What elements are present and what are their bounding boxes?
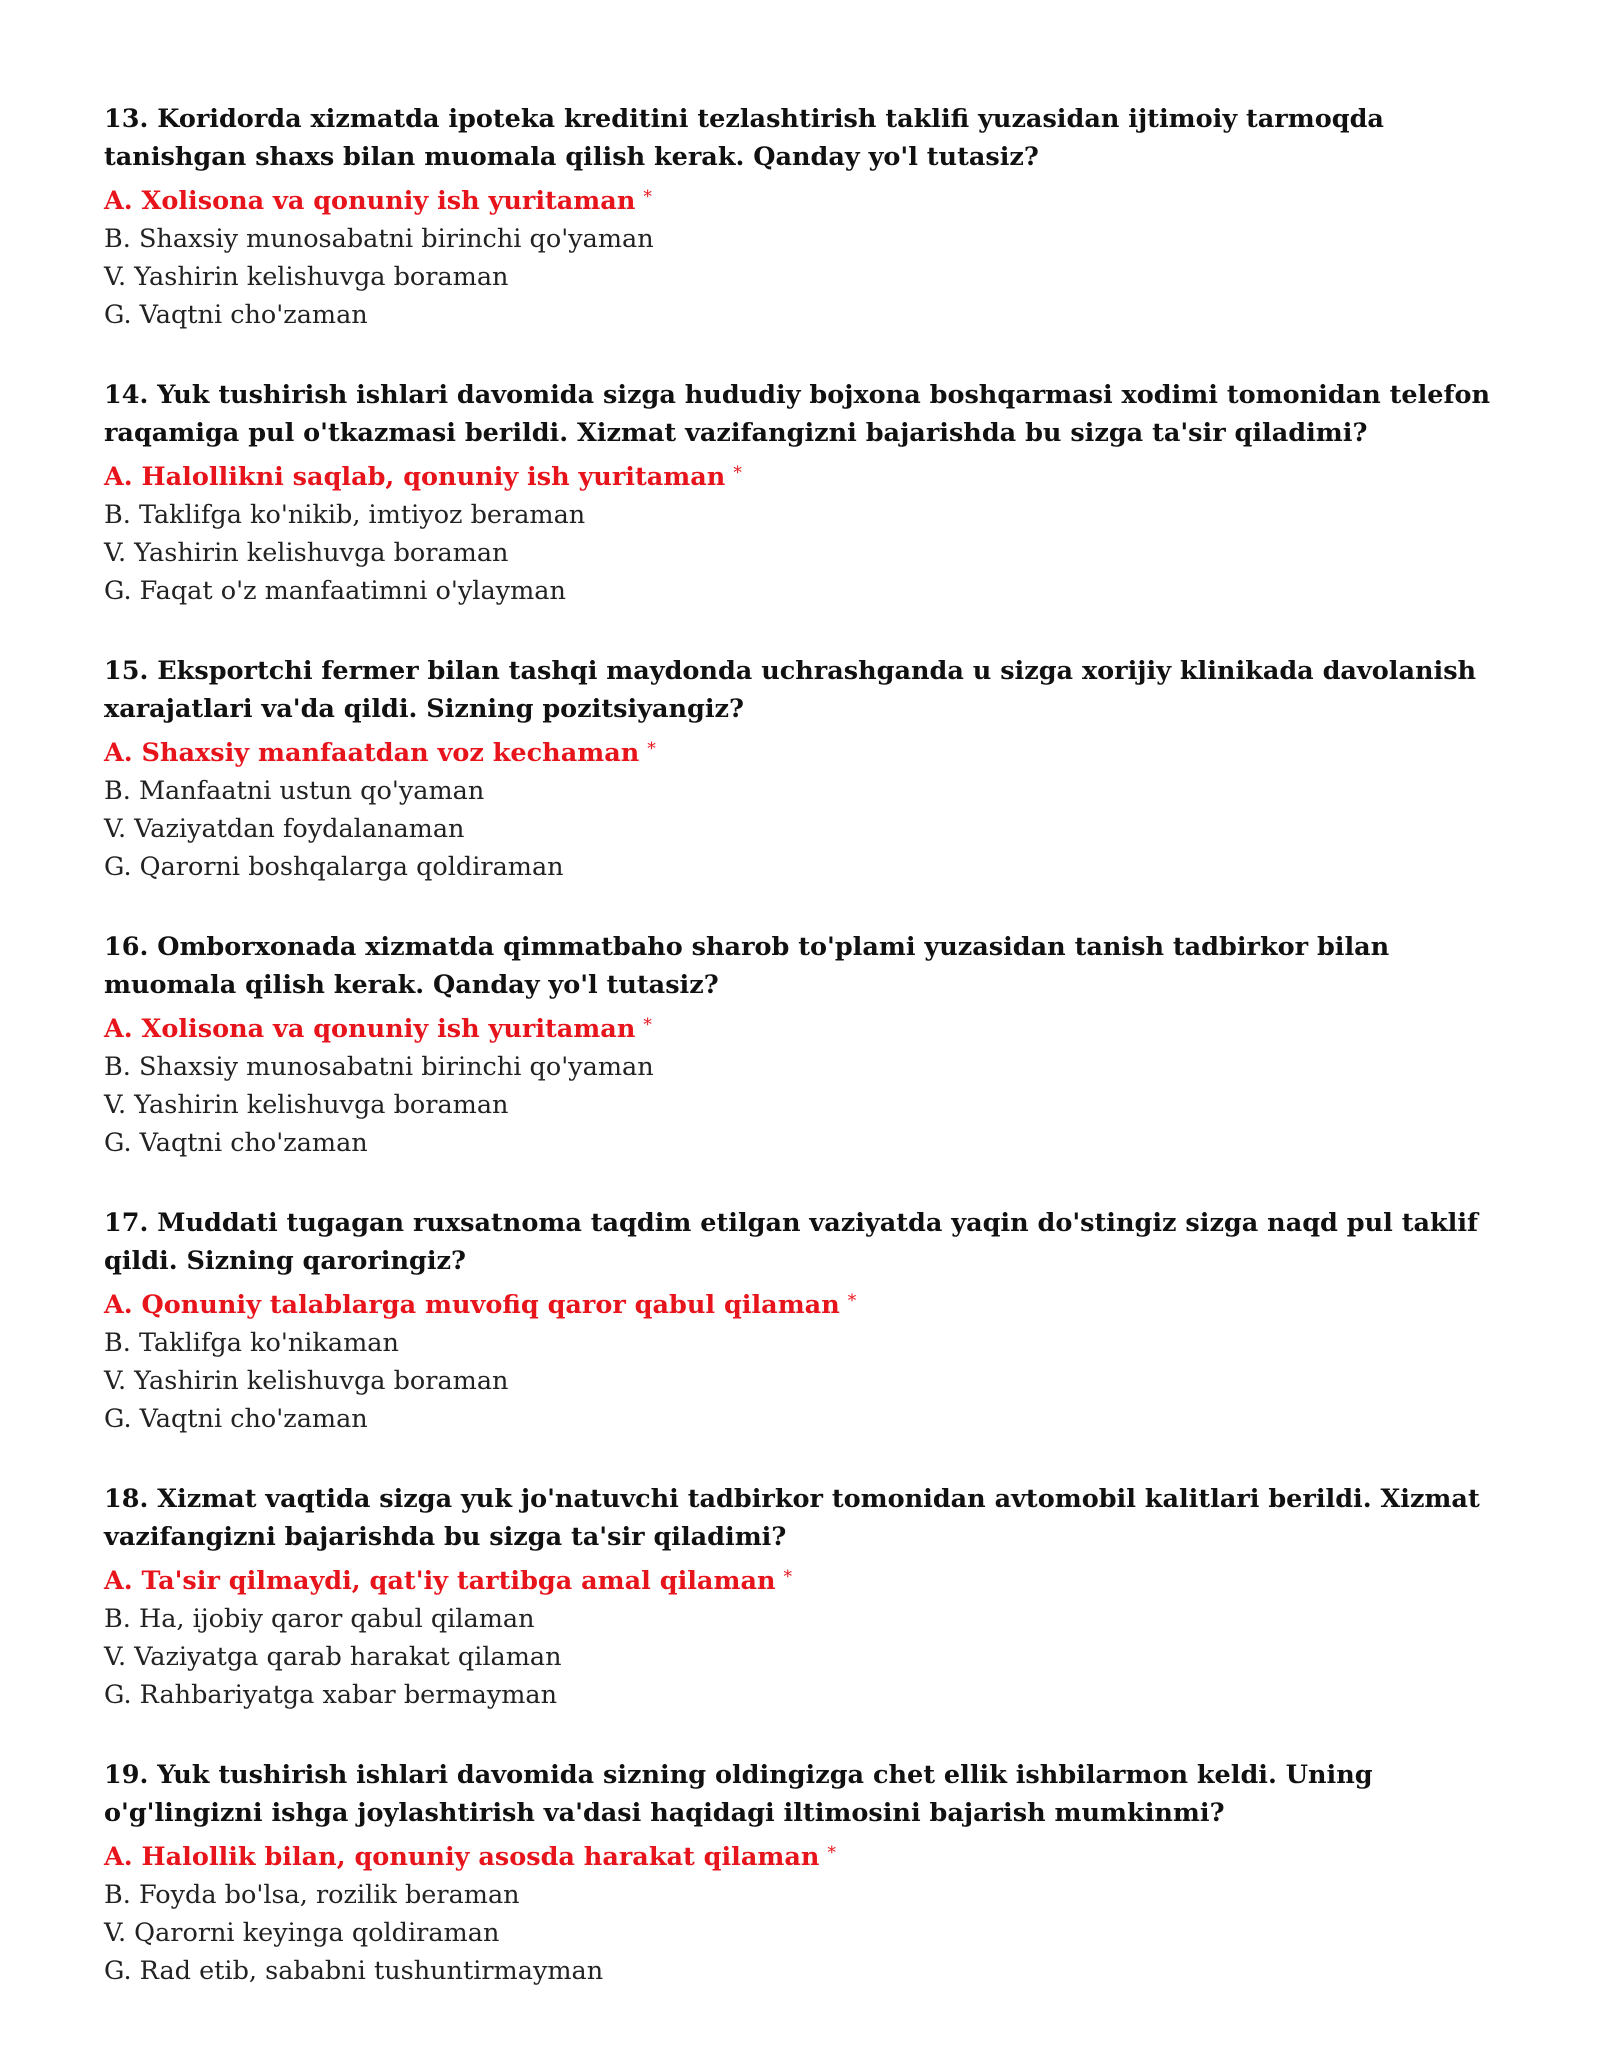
question-text: 19. Yuk tushirish ishlari davomida sizning oldingizga chet ellik ishbilarmon keldi. Uning o'g'lingizni ishga joylashtirish va'dasi haqidagi iltimosini bajarish mumkinmi? xyxy=(104,1760,1373,1828)
question-15 xyxy=(104,652,1504,886)
correct-answer xyxy=(104,1282,1504,1324)
correct-answer xyxy=(104,730,1504,772)
correct-answer xyxy=(104,178,1504,220)
question-18 xyxy=(104,1480,1504,1714)
question-text: 15. Eksportchi fermer bilan tashqi maydonda uchrashganda u sizga xorijiy klinikada davolanish xarajatlari va'da qildi. Sizning pozitsiyangiz? xyxy=(104,656,1477,724)
correct-answer xyxy=(104,454,1504,496)
option-g: G. Vaqtni cho'zaman xyxy=(104,1128,368,1158)
correct-answer xyxy=(104,1558,1504,1600)
option-v: V. Yashirin kelishuvga boraman xyxy=(104,1366,509,1396)
answer-text: A. Xolisona va qonuniy ish yuritaman xyxy=(104,186,636,216)
option-b: B. Shaxsiy munosabatni birinchi qo'yaman xyxy=(104,1052,654,1082)
question-text: 17. Muddati tugagan ruxsatnoma taqdim etilgan vaziyatda yaqin do'stingiz sizga naqd pul taklif qildi. Sizning qaroringiz? xyxy=(104,1208,1479,1276)
question-text: 16. Omborxonada xizmatda qimmatbaho sharob to'plami yuzasidan tanish tadbirkor bilan muomala qilish kerak. Qanday yo'l tutasiz? xyxy=(104,932,1390,1000)
question-text: 18. Xizmat vaqtida sizga yuk jo'natuvchi tadbirkor tomonidan avtomobil kalitlari berildi. Xizmat vazifangizni bajarishda bu sizga ta'sir qiladimi? xyxy=(104,1484,1480,1552)
answer-text: A. Xolisona va qonuniy ish yuritaman xyxy=(104,1014,636,1044)
option-b: B. Manfaatni ustun qo'yaman xyxy=(104,776,485,806)
option-v: V. Yashirin kelishuvga boraman xyxy=(104,262,509,292)
correct-mark: * xyxy=(643,187,652,207)
answer-text: A. Shaxsiy manfaatdan voz kechaman xyxy=(104,738,640,768)
answer-text: A. Qonuniy talablarga muvofiq qaror qabul qilaman xyxy=(104,1290,840,1320)
option-v: V. Yashirin kelishuvga boraman xyxy=(104,538,509,568)
option-b: B. Taklifga ko'nikib, imtiyoz beraman xyxy=(104,500,586,530)
question-16 xyxy=(104,928,1504,1162)
option-v: V. Yashirin kelishuvga boraman xyxy=(104,1090,509,1120)
question-13 xyxy=(104,100,1504,334)
question-text: 13. Koridorda xizmatda ipoteka kreditini tezlashtirish taklifi yuzasidan ijtimoiy tarmoqda tanishgan shaxs bilan muomala qilish kerak. Qanday yo'l tutasiz? xyxy=(104,104,1384,172)
option-g: G. Rahbariyatga xabar bermayman xyxy=(104,1680,558,1710)
correct-answer xyxy=(104,1006,1504,1048)
answer-text: A. Halollikni saqlab, qonuniy ish yuritaman xyxy=(104,462,726,492)
question-14 xyxy=(104,376,1504,610)
option-b: B. Taklifga ko'nikaman xyxy=(104,1328,399,1358)
option-g: G. Qarorni boshqalarga qoldiraman xyxy=(104,852,564,882)
option-g: G. Rad etib, sababni tushuntirmayman xyxy=(104,1956,604,1986)
option-g: G. Vaqtni cho'zaman xyxy=(104,1404,368,1434)
option-v: V. Vaziyatga qarab harakat qilaman xyxy=(104,1642,562,1672)
question-text: 14. Yuk tushirish ishlari davomida sizga hududiy bojxona boshqarmasi xodimi tomonidan telefon raqamiga pul o'tkazmasi berildi. Xizmat vazifangizni bajarishda bu sizga ta'sir qiladimi? xyxy=(104,380,1491,448)
correct-mark: * xyxy=(783,1567,793,1587)
correct-mark: * xyxy=(643,1015,652,1035)
correct-mark: * xyxy=(847,1291,857,1311)
question-17 xyxy=(104,1204,1504,1438)
answer-text: A. Ta'sir qilmaydi, qat'iy tartibga amal qilaman xyxy=(104,1566,776,1596)
correct-mark: * xyxy=(733,463,742,483)
option-v: V. Qarorni keyinga qoldiraman xyxy=(104,1918,500,1948)
correct-mark: * xyxy=(827,1843,836,1863)
option-g: G. Vaqtni cho'zaman xyxy=(104,300,368,330)
answer-text: A. Halollik bilan, qonuniy asosda harakat qilaman xyxy=(104,1842,820,1872)
option-v: V. Vaziyatdan foydalanaman xyxy=(104,814,465,844)
option-b: B. Shaxsiy munosabatni birinchi qo'yaman xyxy=(104,224,654,254)
correct-mark: * xyxy=(647,739,656,759)
question-19 xyxy=(104,1756,1504,1990)
question-list xyxy=(104,100,1504,2032)
correct-answer xyxy=(104,1834,1504,1876)
option-b: B. Foyda bo'lsa, rozilik beraman xyxy=(104,1880,520,1910)
option-g: G. Faqat o'z manfaatimni o'ylayman xyxy=(104,576,566,606)
option-b: B. Ha, ijobiy qaror qabul qilaman xyxy=(104,1604,535,1634)
